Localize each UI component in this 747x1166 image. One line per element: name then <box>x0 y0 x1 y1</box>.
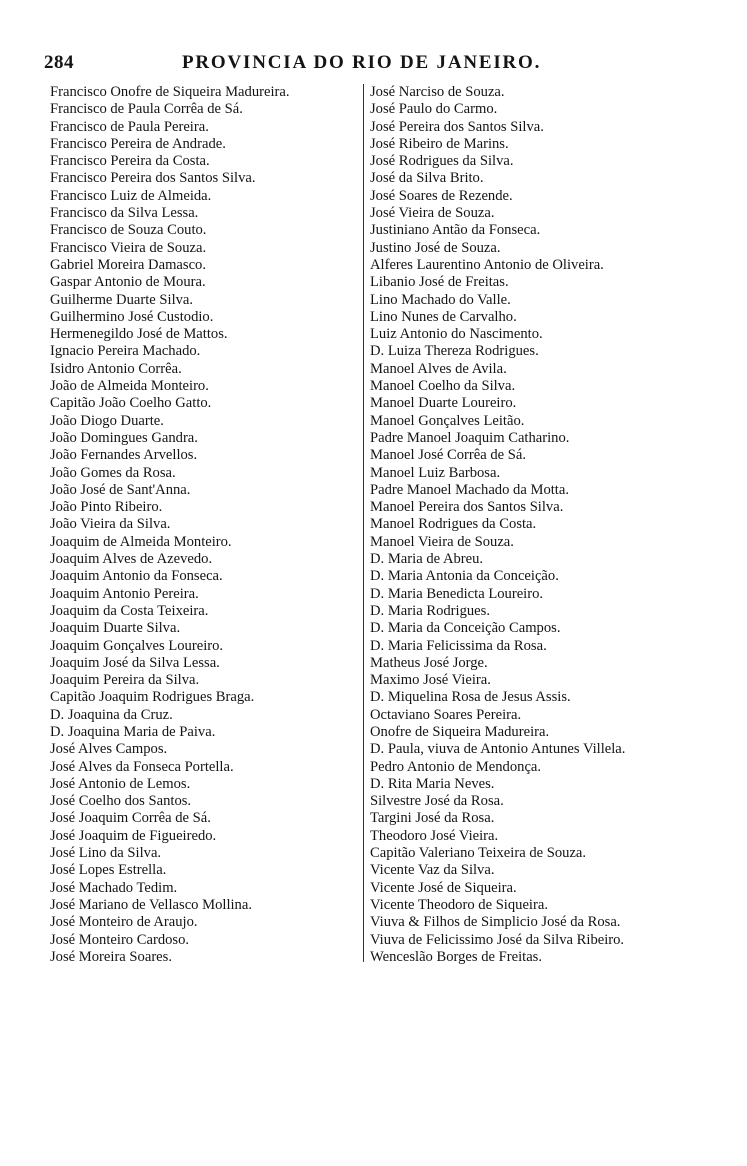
name-entry: João José de Sant'Anna. <box>50 481 191 498</box>
name-entry: João de Almeida Monteiro. <box>50 378 209 395</box>
name-entry: Hermenegildo José de Mattos. <box>50 326 228 343</box>
name-entry: Isidro Antonio Corrêa. <box>50 360 182 377</box>
name-entry: José Antonio de Lemos. <box>50 775 191 792</box>
name-entry: Francisco da Silva Lessa. <box>50 205 199 222</box>
name-entry: Francisco de Paula Pereira. <box>50 118 209 135</box>
name-entry: Francisco Pereira dos Santos Silva. <box>50 170 256 187</box>
name-entry: João Vieira da Silva. <box>50 516 171 533</box>
name-entry: D. Maria Benedicta Loureiro. <box>370 585 544 602</box>
name-entry: José Lopes Estrella. <box>50 862 167 879</box>
name-entry: José Vieira de Souza. <box>370 205 495 222</box>
name-entry: José Joaquim Corrêa de Sá. <box>50 810 211 827</box>
page-number: 284 <box>44 52 74 73</box>
right-name-column <box>370 84 710 966</box>
name-entry: Maximo José Vieira. <box>370 672 491 689</box>
name-entry: Capitão João Coelho Gatto. <box>50 395 212 412</box>
name-entry: José Coelho dos Santos. <box>50 793 192 810</box>
name-entry: José Machado Tedim. <box>50 879 178 896</box>
name-entry: Joaquim Antonio Pereira. <box>50 585 199 602</box>
name-entry: José Ribeiro de Marins. <box>370 135 509 152</box>
name-entry: Manoel Vieira de Souza. <box>370 533 514 550</box>
name-entry: Joaquim Antonio da Fonseca. <box>50 568 223 585</box>
name-entry: D. Maria da Conceição Campos. <box>370 620 561 637</box>
name-entry: Manoel Luiz Barbosa. <box>370 464 501 481</box>
name-entry: Joaquim Duarte Silva. <box>50 620 181 637</box>
name-entry: José Soares de Rezende. <box>370 187 513 204</box>
name-entry: Vicente Theodoro de Siqueira. <box>370 896 548 913</box>
name-entry: Francisco de Paula Corrêa de Sá. <box>50 101 243 118</box>
name-entry: Justino José de Souza. <box>370 239 501 256</box>
name-entry: D. Paula, viuva de Antonio Antunes Villela. <box>370 741 626 758</box>
name-entry: Gabriel Moreira Damasco. <box>50 256 207 273</box>
name-entry: Joaquim Pereira da Silva. <box>50 672 200 689</box>
name-entry: Manoel Rodrigues da Costa. <box>370 516 537 533</box>
name-entry: Francisco Luiz de Almeida. <box>50 187 212 204</box>
name-entry: João Domingues Gandra. <box>50 429 198 446</box>
name-entry: João Gomes da Rosa. <box>50 464 176 481</box>
name-entry: Joaquim Gonçalves Loureiro. <box>50 637 224 654</box>
name-entry: Wenceslão Borges de Freitas. <box>370 948 543 965</box>
name-entry: Theodoro José Vieira. <box>370 827 499 844</box>
name-entry: Padre Manoel Joaquim Catharino. <box>370 429 570 446</box>
running-title: PROVINCIA DO RIO DE JANEIRO. <box>182 52 542 73</box>
name-entry: Manoel Duarte Loureiro. <box>370 395 517 412</box>
column-divider <box>363 84 364 962</box>
name-entry: Gaspar Antonio de Moura. <box>50 274 206 291</box>
name-entry: D. Joaquina Maria de Paiva. <box>50 723 216 740</box>
name-entry: Alferes Laurentino Antonio de Oliveira. <box>370 256 604 273</box>
name-entry: José Narciso de Souza. <box>370 84 505 100</box>
name-entry: José Monteiro Cardoso. <box>50 931 190 948</box>
name-entry: Joaquim José da Silva Lessa. <box>50 654 220 671</box>
name-entry: D. Maria Antonia da Conceição. <box>370 568 559 585</box>
left-name-column <box>50 84 350 966</box>
name-entry: José Monteiro de Araujo. <box>50 914 198 931</box>
name-entry: Manoel Alves de Avila. <box>370 360 507 377</box>
name-entry: Targini José da Rosa. <box>370 810 495 827</box>
name-entry: José Joaquim de Figueiredo. <box>50 827 217 844</box>
name-entry: Francisco Pereira da Costa. <box>50 153 210 170</box>
name-entry: José Alves da Fonseca Portella. <box>50 758 234 775</box>
name-entry: Vicente José de Siqueira. <box>370 879 517 896</box>
name-entry: José da Silva Brito. <box>370 170 484 187</box>
name-entry: Octaviano Soares Pereira. <box>370 706 522 723</box>
name-entry: Luiz Antonio do Nascimento. <box>370 326 543 343</box>
name-entry: D. Maria de Abreu. <box>370 551 484 568</box>
page-header <box>44 52 564 78</box>
name-entry: Joaquim Alves de Azevedo. <box>50 551 213 568</box>
name-entry: D. Rita Maria Neves. <box>370 775 495 792</box>
name-entry: Manoel Pereira dos Santos Silva. <box>370 499 564 516</box>
name-entry: Guilherme Duarte Silva. <box>50 291 194 308</box>
name-entry: D. Maria Felicissima da Rosa. <box>370 637 547 654</box>
name-entry: Lino Nunes de Carvalho. <box>370 308 517 325</box>
name-entry: Matheus José Jorge. <box>370 654 488 671</box>
name-entry: D. Miquelina Rosa de Jesus Assis. <box>370 689 571 706</box>
name-entry: Manoel José Corrêa de Sá. <box>370 447 527 464</box>
name-entry: Lino Machado do Valle. <box>370 291 511 308</box>
name-entry: Manoel Gonçalves Leitão. <box>370 412 525 429</box>
name-entry: José Rodrigues da Silva. <box>370 153 514 170</box>
name-entry: Francisco Pereira de Andrade. <box>50 135 226 152</box>
name-entry: Padre Manoel Machado da Motta. <box>370 481 569 498</box>
name-entry: José Mariano de Vellasco Mollina. <box>50 896 252 913</box>
name-entry: José Lino da Silva. <box>50 845 162 862</box>
name-entry: Joaquim da Costa Teixeira. <box>50 602 209 619</box>
name-entry: João Pinto Ribeiro. <box>50 499 163 516</box>
name-entry: Capitão Joaquim Rodrigues Braga. <box>50 689 255 706</box>
name-entry: Silvestre José da Rosa. <box>370 793 504 810</box>
name-entry: Francisco Vieira de Souza. <box>50 239 207 256</box>
name-entry: Onofre de Siqueira Madureira. <box>370 723 550 740</box>
name-entry: D. Luiza Thereza Rodrigues. <box>370 343 539 360</box>
name-entry: Justiniano Antão da Fonseca. <box>370 222 541 239</box>
name-entry: João Diogo Duarte. <box>50 412 164 429</box>
name-entry: Joaquim de Almeida Monteiro. <box>50 533 232 550</box>
name-entry: José Paulo do Carmo. <box>370 101 498 118</box>
name-entry: José Pereira dos Santos Silva. <box>370 118 544 135</box>
name-entry: Libanio José de Freitas. <box>370 274 509 291</box>
name-entry: Capitão Valeriano Teixeira de Souza. <box>370 845 587 862</box>
name-entry: Pedro Antonio de Mendonça. <box>370 758 542 775</box>
name-entry: D. Joaquina da Cruz. <box>50 706 173 723</box>
name-entry: Francisco de Souza Couto. <box>50 222 207 239</box>
name-entry: José Alves Campos. <box>50 741 168 758</box>
name-entry: Vicente Vaz da Silva. <box>370 862 495 879</box>
name-entry: D. Maria Rodrigues. <box>370 602 490 619</box>
name-entry: Francisco Onofre de Siqueira Madureira. <box>50 84 290 100</box>
name-entry: Viuva de Felicissimo José da Silva Ribeiro. <box>370 931 625 948</box>
name-entry: Ignacio Pereira Machado. <box>50 343 201 360</box>
name-entry: José Moreira Soares. <box>50 948 172 965</box>
name-entry: João Fernandes Arvellos. <box>50 447 198 464</box>
name-entry: Viuva & Filhos de Simplicio José da Rosa. <box>370 914 621 931</box>
name-entry: Manoel Coelho da Silva. <box>370 378 516 395</box>
name-entry: Guilhermino José Custodio. <box>50 308 214 325</box>
